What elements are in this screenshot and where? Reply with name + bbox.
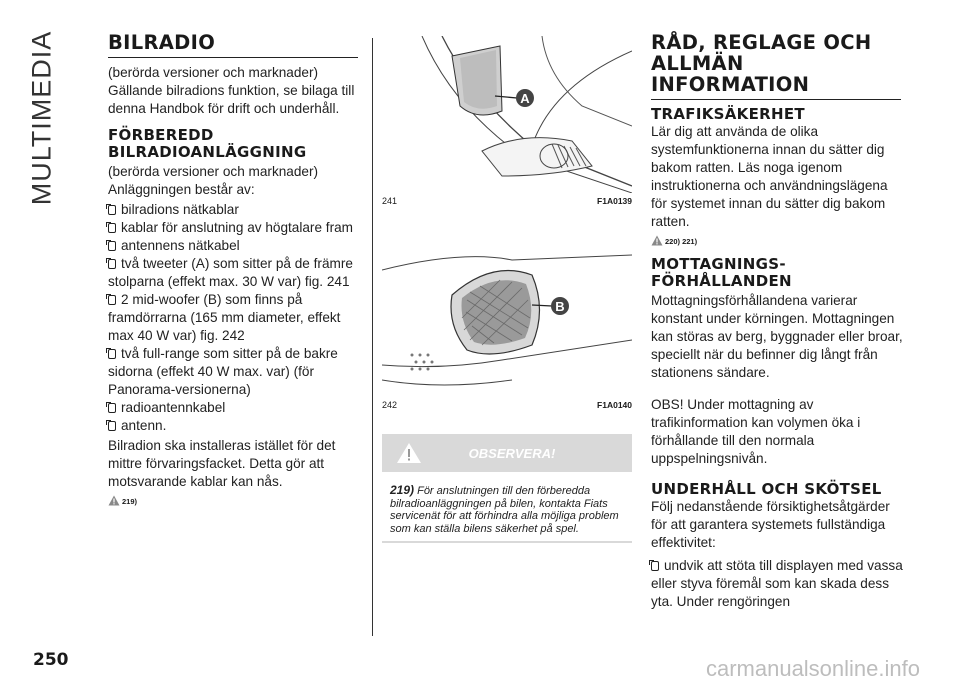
heading-maintenance: UNDERHÅLL OCH SKÖTSEL xyxy=(651,480,882,498)
paragraph-handbook: Gällande bilradions funktion, se bilaga till denna Handbok för drift och underhåll. xyxy=(108,83,355,116)
note-text: För anslutningen till den förberedda bilradioanläggningen på bilen, kontakta Fiats servicenät för att förhindra alla möjliga problem som kan ställa bilens säkerhet på spel. xyxy=(390,485,619,535)
warning-icon xyxy=(396,442,422,464)
note-title: OBSERVERA! xyxy=(468,445,556,461)
figure-code: F1A0140 xyxy=(597,400,632,410)
bullet-icon xyxy=(108,259,116,269)
paragraph-versions-2: (berörda versioner och marknader) xyxy=(108,164,319,179)
bullet-icon xyxy=(108,205,116,215)
paragraph-traffic-safety: Lär dig att använda de olika systemfunktionerna innan du sätter dig bakom ratten. Läs noga igenom instruktionerna och användningslägena för systemet innan du sätter dig bakom ratten. xyxy=(651,124,888,229)
heading-advice-controls: RÅD, REGLAGE OCH ALLMÄN INFORMATION xyxy=(651,32,901,100)
note-body xyxy=(382,472,632,539)
warning-icon xyxy=(108,495,120,506)
figure-code: F1A0139 xyxy=(597,196,632,206)
bullet-icon xyxy=(108,223,116,233)
list-item: kablar för anslutning av högtalare fram xyxy=(108,219,358,237)
list-item: två full-range som sitter på de bakre sidorna (effekt 40 W max. var) (för Panorama-versionerna) xyxy=(108,346,338,397)
list-item: antennens nätkabel xyxy=(108,237,358,255)
watermark: carmanualsonline.info xyxy=(705,656,920,678)
bullet-icon xyxy=(108,295,116,305)
section-label-text: MULTIMEDIA xyxy=(26,30,57,205)
figure-number: 241 xyxy=(382,196,398,206)
svg-text:A: A xyxy=(520,91,530,106)
figure-caption xyxy=(382,400,632,410)
bullet-icon xyxy=(108,349,116,359)
list-item: 2 mid-woofer (B) som finns på framdörrarna (165 mm diameter, effekt max 40 W var) fig. 242 xyxy=(108,292,341,343)
heading-traffic-safety: TRAFIKSÄKERHET xyxy=(651,105,805,123)
heading-prepared-radio: FÖRBEREDD BILRADIOANLÄGGNING xyxy=(108,126,307,161)
tweeter-illustration xyxy=(382,36,632,193)
column-divider xyxy=(372,38,373,636)
note-number: 219) xyxy=(390,483,415,497)
warning-reference xyxy=(108,495,358,506)
bullet-icon xyxy=(108,403,116,413)
figure-caption xyxy=(382,196,632,206)
note-bottom-rule xyxy=(382,541,632,543)
paragraph-system-consists: Anläggningen består av: xyxy=(108,182,255,197)
note-header xyxy=(382,434,632,472)
list-item: undvik att stöta till displayen med vassa eller styva föremål som kan skada dess yta. Under rengöringen xyxy=(651,558,903,609)
heading-reception: MOTTAGNINGS-FÖRHÅLLANDEN xyxy=(651,255,792,290)
paragraph-maintenance: Följ nedanstående försiktighetsåtgärder för att garantera systemets fullständiga effektivitet: xyxy=(651,499,890,550)
figure-number: 242 xyxy=(382,400,398,410)
figure-241 xyxy=(382,36,632,206)
paragraph-reception: Mottagningsförhållandena varierar konstant under körningen. Mottagningen kan störas av berg, byggnader eller broar, speciellt när du befinner dig långt från stationens sändare. xyxy=(651,293,903,380)
bullet-icon xyxy=(108,421,116,431)
reference-number: 219) xyxy=(122,497,138,506)
list-item: bilradions nätkablar xyxy=(108,201,358,219)
heading-bilradio: BILRADIO xyxy=(108,32,358,58)
side-section-label xyxy=(22,30,62,205)
paragraph-installation: Bilradion ska installeras istället för det mittre förvaringsfacket. Detta gör att motsvarande kablar kan nås. xyxy=(108,438,336,489)
svg-text:B: B xyxy=(555,299,565,314)
list-item: två tweeter (A) som sitter på de främre stolparna (effekt max. 30 W var) fig. 241 xyxy=(108,256,353,289)
paragraph-obs: OBS! Under mottagning av trafikinformation kan volymen öka i förhållande till den normala uppspelningsnivån. xyxy=(651,397,861,466)
list-item: antenn. xyxy=(108,417,358,435)
bullet-icon xyxy=(651,561,659,571)
column-advice xyxy=(651,32,906,611)
list-item: radioantennkabel xyxy=(108,399,358,417)
warning-reference xyxy=(651,235,906,246)
column-bilradio xyxy=(108,32,358,506)
midwoofer-illustration xyxy=(382,230,632,397)
page-number: 250 xyxy=(33,650,69,670)
paragraph-versions: (berörda versioner och marknader) xyxy=(108,65,319,80)
bullet-icon xyxy=(108,241,116,251)
figure-242 xyxy=(382,230,632,410)
observera-note xyxy=(382,434,632,543)
reference-number: 220) 221) xyxy=(665,237,698,246)
warning-icon xyxy=(651,235,663,246)
